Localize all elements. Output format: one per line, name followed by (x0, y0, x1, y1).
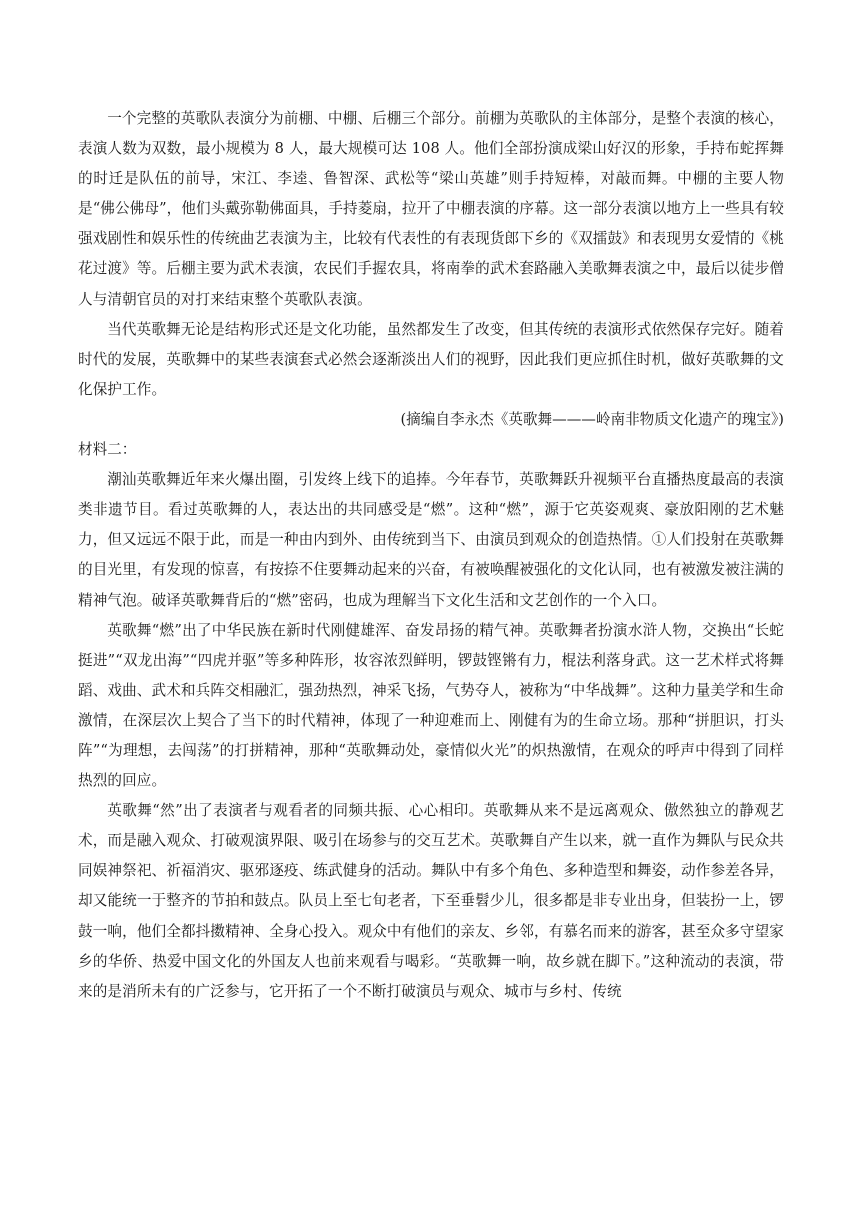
document-page (78, 104, 784, 1007)
paragraph-performance-structure: 一个完整的英歌队表演分为前棚、中棚、后棚三个部分。前棚为英歌队的主体部分，是整个表演的核心，表演人数为双数，最小规模为 8 人，最大规模可达 108 人。他们全部扮演成梁山好汉的形象，手持布蛇挥舞的时迁是队伍的前导，宋江、李逵、鲁智深、武松等“梁山英雄”则手持短棒，对敲而舞。中棚的主要人物是“佛公佛母”，他们头戴弥勒佛面具，手持菱扇，拉开了中棚表演的序幕。这一部分表演以地方上一些具有较强戏剧性和娱乐性的传统曲艺表演为主，比较有代表性的有表现货郎下乡的《双擂鼓》和表现男女爱情的《桃花过渡》等。后棚主要为武术表演，农民们手握农具，将南拳的武术套路融入美歌舞表演之中，最后以徒步僧人与清朝官员的对打来结束整个英歌队表演。 (78, 110, 784, 308)
paragraph-national-spirit: 英歌舞“燃”出了中华民族在新时代刚健雄浑、奋发昂扬的精气神。英歌舞者扮演水浒人物，交换出“长蛇挺进”“双龙出海”“四虎并驱”等多种阵形，妆容浓烈鲜明，锣鼓铿锵有力，棍法利落身武。这一艺术样式将舞蹈、戏曲、武术和兵阵交相融汇，强劲热烈，神采飞扬，气势夺人，被称为“中华战舞”。这种力量美学和生命激情，在深层次上契合了当下的时代精神，体现了一种迎难而上、刚健有为的生命立场。那种“拼胆识，打头阵”“为理想，去闯荡”的打拼精神，那种“英歌舞动处，豪情似火光”的炽热激情，在观众的呼声中得到了同样热烈的回应。 (78, 621, 784, 790)
source-citation: (摘编自李永杰《英歌舞———岭南非物质文化遗产的瑰宝》) (400, 410, 784, 428)
paragraph-contemporary-protection: 当代英歌舞无论是结构形式还是文化功能，虽然都发生了改变，但其传统的表演形式依然保存完好。随着时代的发展，英歌舞中的某些表演套式必然会逐渐淡出人们的视野，因此我们更应抓住时机，做好英歌舞的文化保护工作。 (78, 320, 784, 398)
paragraph-audience-resonance: 英歌舞“然”出了表演者与观看者的同频共振、心心相印。英歌舞从来不是远离观众、傲然独立的静观艺术，而是融入观众、打破观演界限、吸引在场参与的交互艺术。英歌舞自产生以来，就一直作为舞队与民众共同娱神祭祀、祈福消灾、驱邪逐疫、练武健身的活动。舞队中有多个角色、多种造型和舞姿，动作参差各异，却又能统一于整齐的节拍和鼓点。队员上至七旬老者，下至垂髫少儿，很多都是非专业出身，但装扮一上，锣鼓一响，他们全都抖擞精神、全身心投入。观众中有他们的亲友、乡邻，有慕名而来的游客，甚至众多守望家乡的华侨、热爱中国文化的外国友人也前来观看与喝彩。“英歌舞一响，故乡就在脚下。”这种流动的表演，带来的是消所未有的广泛参与，它开拓了一个不断打破演员与观众、城市与乡村、传统 (78, 802, 784, 1000)
material-two-label: 材料二： (78, 441, 137, 459)
paragraph-popularity: 潮汕英歌舞近年来火爆出圈，引发终上线下的追捧。今年春节，英歌舞跃升视频平台直播热度最高的表演类非遗节目。看过英歌舞的人，表达出的共同感受是“燃”。这种“燃”，源于它英姿观爽、豪放阳刚的艺术魅力，但又远远不限于此，而是一种由内到外、由传统到当下、由演员到观众的创造热情。①人们投射在英歌舞的目光里，有发现的惊喜，有按捺不住要舞动起来的兴奋，有被唤醒被强化的文化认同，也有被激发被注满的精神气泡。破译英歌舞背后的“燃”密码，也成为理解当下文化生活和文艺创作的一个入口。 (78, 471, 784, 609)
